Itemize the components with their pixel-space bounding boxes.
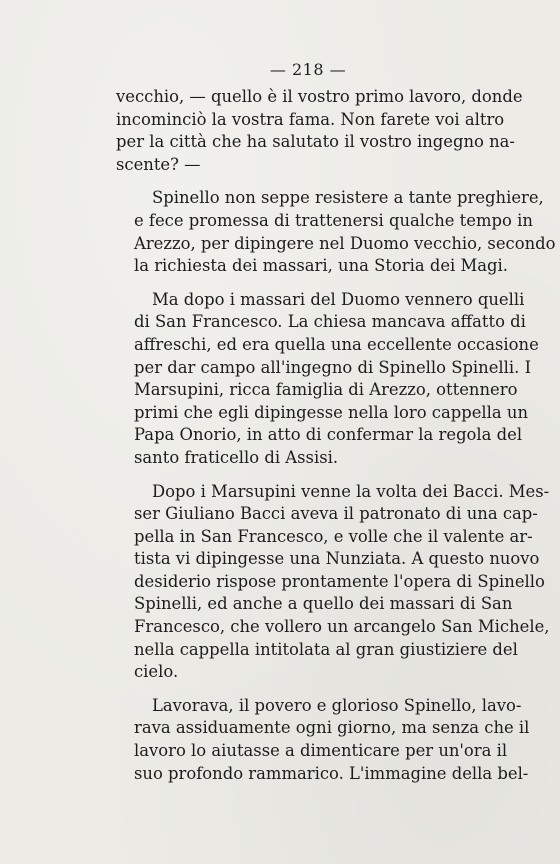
text-line: pella in San Francesco, e volle che il valente ar- — [134, 526, 533, 546]
body-text — [116, 86, 556, 796]
text-line: per la città che ha salutato il vostro ingegno na- — [116, 132, 515, 152]
text-line: affreschi, ed era quella una eccellente occasione — [134, 334, 539, 354]
paragraph-1 — [116, 86, 523, 176]
paragraph-2 — [116, 187, 556, 277]
text-line: la richiesta dei massari, una Storia dei Magi. — [134, 256, 508, 276]
page-number: — 218 — — [269, 60, 347, 79]
paragraph-3 — [116, 289, 539, 470]
text-line: incominciò la vostra fama. Non farete voi altro — [116, 109, 505, 129]
text-line: ser Giuliano Bacci aveva il patronato di una cap- — [134, 504, 538, 524]
text-line: Lavorava, il povero e glorioso Spinello, lavo- — [152, 695, 522, 715]
text-line: rava assiduamente ogni giorno, ma senza che il — [134, 718, 530, 738]
text-line: Ma dopo i massari del Duomo vennero quelli — [152, 289, 525, 309]
text-line: di San Francesco. La chiesa mancava affatto di — [134, 312, 526, 332]
text-line: scente? — — [116, 154, 201, 174]
text-line: primi che egli dipingesse nella loro cappella un — [134, 402, 529, 422]
text-line: tista vi dipingesse una Nunziata. A questo nuovo — [134, 549, 540, 569]
text-line: desiderio rispose prontamente l'opera di Spinello — [134, 571, 545, 591]
text-line: per dar campo all'ingegno di Spinello Spinelli. I — [134, 357, 532, 377]
text-line: santo fraticello di Assisi. — [134, 447, 339, 467]
text-line: Dopo i Marsupini venne la volta dei Bacci. Mes- — [152, 481, 550, 501]
text-line: cielo. — [134, 662, 179, 682]
text-line: lavoro lo aiutasse a dimenticare per un'ora il — [134, 741, 508, 761]
paragraph-5 — [116, 695, 530, 785]
text-line: e fece promessa di trattenersi qualche tempo in — [134, 210, 533, 230]
text-line: Spinello non seppe resistere a tante preghiere, — [152, 188, 544, 208]
text-line: Spinelli, ed anche a quello dei massari di San — [134, 594, 513, 614]
text-line: Papa Onorio, in atto di confermar la regola del — [134, 425, 523, 445]
text-line: Marsupini, ricca famiglia di Arezzo, ottennero — [134, 380, 518, 400]
text-line: Francesco, che vollero un arcangelo San Michele, — [134, 617, 550, 637]
text-line: nella cappella intitolata al gran giustiziere del — [134, 639, 518, 659]
text-line: vecchio, — quello è il vostro primo lavoro, donde — [116, 87, 523, 106]
text-line: Arezzo, per dipingere nel Duomo vecchio, secondo — [134, 233, 556, 253]
paragraph-4 — [116, 481, 550, 684]
text-line: suo profondo rammarico. L'immagine della bel- — [134, 763, 529, 783]
